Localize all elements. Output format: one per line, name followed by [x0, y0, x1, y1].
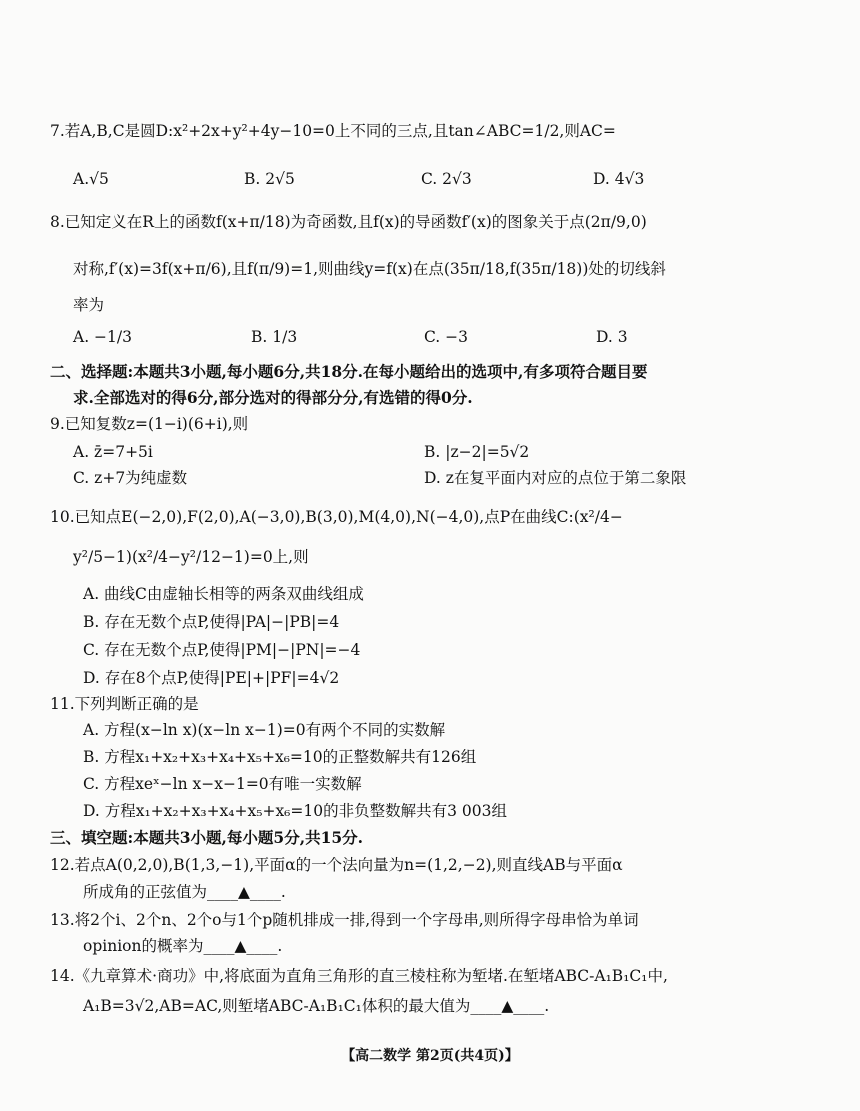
text-line: C. 存在无数个点P,使得|PM|−|PN|=−4: [83, 641, 361, 659]
text-line: y²/5−1)(x²/4−y²/12−1)=0上,则: [73, 548, 309, 566]
text-line: 13.将2个i、2个n、2个o与1个p随机排成一排,得到一个字母串,则所得字母串恰为单词: [50, 911, 639, 929]
text-line: C. 方程xeˣ−ln x−x−1=0有唯一实数解: [83, 775, 362, 793]
text-line: D. z在复平面内对应的点位于第二象限: [424, 469, 687, 487]
text-line: C. 2√3: [421, 170, 472, 188]
text-line: 求.全部选对的得6分,部分选对的得部分分,有选错的得0分.: [73, 388, 473, 407]
text-line: C. z+7为纯虚数: [73, 469, 188, 487]
text-line: D. 存在8个点P,使得|PE|+|PF|=4√2: [83, 669, 340, 687]
text-line: 11.下列判断正确的是: [50, 695, 199, 713]
text-line: 14.《九章算术·商功》中,将底面为直角三角形的直三棱柱称为堑堵.在堑堵ABC-A₁B₁C₁中,: [50, 967, 668, 985]
text-line: 率为: [73, 296, 105, 314]
text-line: A.√5: [73, 170, 109, 188]
text-line: 二、选择题:本题共3小题,每小题6分,共18分.在每小题给出的选项中,有多项符合题目要: [50, 362, 648, 381]
text-line: A. 曲线C由虚轴长相等的两条双曲线组成: [83, 585, 364, 603]
text-line: D. 4√3: [593, 170, 645, 188]
page-footer: 【高二数学 第2页(共4页)】: [341, 1048, 519, 1064]
text-line: C. −3: [424, 328, 469, 346]
text-line: 三、填空题:本题共3小题,每小题5分,共15分.: [50, 828, 364, 847]
text-line: 所成角的正弦值为____▲____.: [83, 883, 286, 901]
text-line: D. 方程x₁+x₂+x₃+x₄+x₅+x₆=10的非负整数解共有3 003组: [83, 802, 507, 820]
text-line: 对称,f′(x)=3f(x+π/6),且f(π/9)=1,则曲线y=f(x)在点(35π/18,f(35π/18))处的切线斜: [73, 260, 666, 278]
text-line: opinion的概率为____▲____.: [83, 937, 283, 955]
text-line: B. 存在无数个点P,使得|PA|−|PB|=4: [83, 613, 340, 631]
text-line: B. 2√5: [244, 170, 295, 188]
text-line: B. |z−2|=5√2: [424, 443, 530, 461]
text-line: B. 1/3: [251, 328, 298, 346]
text-line: A. −1/3: [73, 328, 132, 346]
text-line: 10.已知点E(−2,0),F(2,0),A(−3,0),B(3,0),M(4,0),N(−4,0),点P在曲线C:(x²/4−: [50, 508, 623, 526]
text-line: A. z̄=7+5i: [73, 443, 153, 461]
text-line: 8.已知定义在R上的函数f(x+π/18)为奇函数,且f(x)的导函数f′(x)的图象关于点(2π/9,0): [50, 213, 647, 231]
text-line: 9.已知复数z=(1−i)(6+i),则: [50, 415, 249, 433]
text-line: 12.若点A(0,2,0),B(1,3,−1),平面α的一个法向量为n=(1,2,−2),则直线AB与平面α: [50, 856, 623, 874]
text-line: A. 方程(x−ln x)(x−ln x−1)=0有两个不同的实数解: [83, 721, 446, 739]
text-line: 7.若A,B,C是圆D:x²+2x+y²+4y−10=0上不同的三点,且tan∠ABC=1/2,则AC=: [50, 122, 616, 140]
text-line: D. 3: [596, 328, 628, 346]
text-line: B. 方程x₁+x₂+x₃+x₄+x₅+x₆=10的正整数解共有126组: [83, 748, 477, 766]
text-line: A₁B=3√2,AB=AC,则堑堵ABC-A₁B₁C₁体积的最大值为____▲____.: [83, 997, 550, 1015]
